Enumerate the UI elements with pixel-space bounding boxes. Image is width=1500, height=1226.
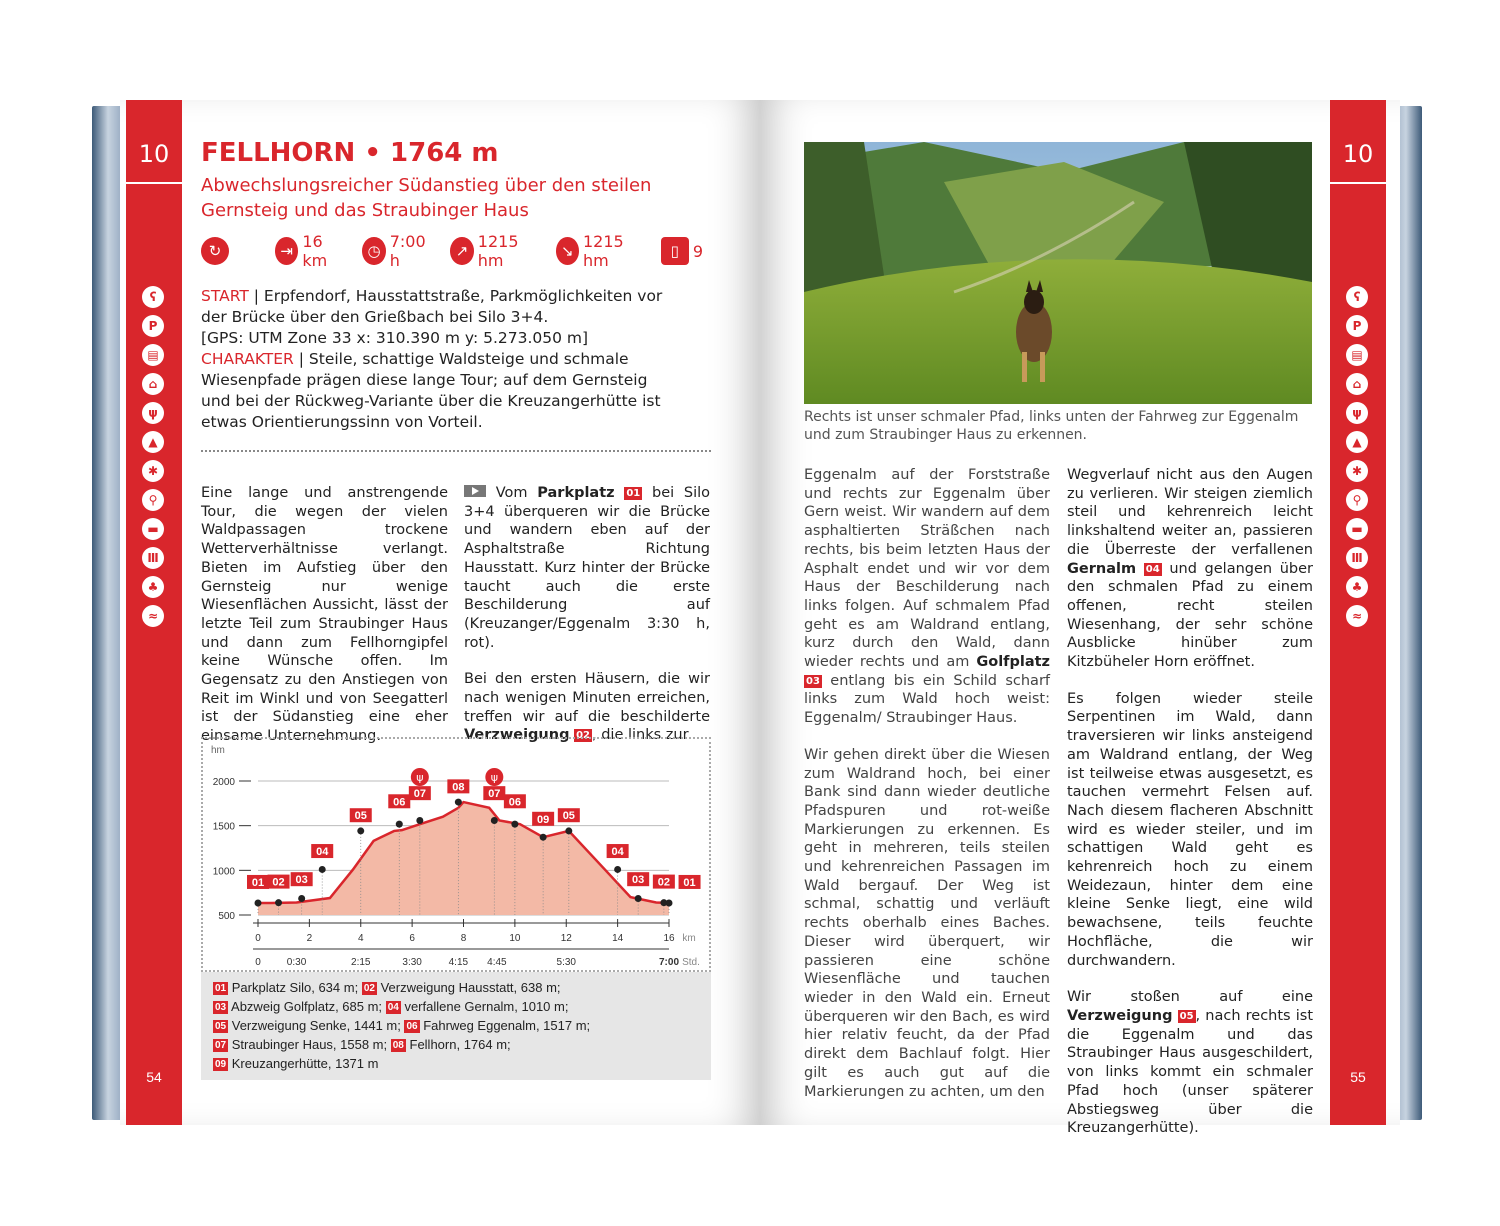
parking-icon: P [1346, 315, 1368, 337]
phone-icon: ▯ [661, 237, 689, 265]
loop-stat [201, 237, 233, 265]
legend-row [213, 997, 699, 1016]
legend-text: Parkplatz Silo, 634 m; [231, 980, 359, 995]
legend-text: Kreuzangerhütte, 1371 m [231, 1056, 379, 1071]
character-info: CHARAKTER | Steile, schattige Waldsteige und schmale Wiesenpfade prägen diese lange Tour; auf dem Gernsteig und bei der Rückweg-Variante über die Kreuzangerhütte ist etwas Orientierungssinn von Vorteil. [201, 350, 661, 431]
waypoint-name: Parkplatz [537, 485, 615, 501]
waypoint-name: Verzweigung [1067, 1007, 1173, 1024]
page-number-left: 54 [146, 1069, 162, 1085]
legend-tag: 02 [363, 983, 375, 994]
waypoint-tag-label: 04 [611, 846, 624, 859]
waypoint-tag-label: 02 [272, 876, 285, 889]
y-axis-label: hm [211, 745, 225, 756]
bus-icon: ▤ [142, 344, 164, 366]
signpost-icon: ⇥ [275, 237, 298, 265]
waypoint-marker [540, 834, 547, 841]
tree-icon: ♣ [1346, 576, 1368, 598]
waypoint-name: Gernalm [1067, 560, 1137, 577]
page-number-right: 55 [1350, 1069, 1366, 1085]
x-tick-label: 6 [409, 933, 415, 944]
meadow-dog-photo [804, 142, 1312, 404]
bike-icon: ⚲ [1346, 489, 1368, 511]
waypoint-marker [491, 817, 498, 824]
tour-title: FELLHORN • 1764 m [201, 138, 499, 168]
descent-stat [556, 232, 643, 270]
route-paragraph-6: Es folgen wieder steile Serpentinen im Wald, dann traversieren wir links ansteigend am Waldrand entlang, der Weg ist teilweise etwas ausgesetzt, es tauchen vermehrt Felsen auf. Nach diesem flacheren Abschnitt wird es wieder steiler, und im schattigen Wald geht es kehrenreich hoch zu einem Weidezaun, hinter dem eine kleine Senke liegt, eine wild bewachsene, teils feuchte Hochfläche, die wir durchwandern. [1067, 690, 1313, 969]
parking-icon: P [142, 315, 164, 337]
route-text: Wegverlauf nicht aus den Augen zu verlieren. Wir steigen ziemlich steil und kehrenreich leicht linkshaltend weiter an, passieren die Überreste der verfallenen [1067, 467, 1313, 558]
time-tick-label: 0 [255, 957, 261, 968]
time-axis-unit: Std. [682, 957, 700, 968]
museum-icon: Ⅲ [142, 547, 164, 569]
legend-text: Fellhorn, 1764 m; [409, 1037, 511, 1052]
x-tick-label: 12 [560, 933, 572, 944]
route-paragraph-1 [464, 484, 710, 652]
time-tick-label: 3:30 [402, 957, 422, 968]
x-tick-label: 8 [460, 933, 467, 944]
waypoint-tag-label: 05 [354, 810, 367, 823]
waypoint-tag: 01 [626, 488, 641, 499]
loop-icon: ↻ [201, 237, 229, 265]
duration-value: 7:00 h [389, 232, 426, 270]
legend-text: verfallene Gernalm, 1010 m; [404, 999, 569, 1014]
waypoint-legend [201, 972, 711, 1080]
route-paragraph-7 [1067, 988, 1313, 1138]
route-text: bei Silo 3+4 überqueren wir die Brücke und wandern eben auf der Asphaltstraße Richtung Hausstatt. Kurz hinter der Brücke taucht auch die erste Beschilderung auf (Kreuzanger/Eggenalm 3:30 h, rot). [464, 485, 711, 651]
legend-row [213, 1035, 699, 1054]
waypoint-marker [455, 799, 462, 806]
waypoint-tag-label: 04 [316, 846, 329, 859]
legend-row [213, 978, 699, 997]
legend-text: Verzweigung Hausstatt, 638 m; [380, 980, 561, 995]
right-red-strip [1330, 100, 1386, 1125]
route-text: Wir stoßen auf eine [1067, 989, 1313, 1006]
waypoint-tag: 02 [576, 730, 590, 742]
route-text: , nach rechts ist die Eggenalm und das Straubinger Haus ausgeschildert, von links kommt ein schmaler Pfad hoch (unser späterer Abstiegsweg über die Kreuzangerhütte). [1067, 1007, 1313, 1137]
legend-tag: 09 [215, 1059, 227, 1070]
character-text: Steile, schattige Waldsteige und schmale Wiesenpfade prägen diese lange Tour; auf dem Gernsteig und bei der Rückweg-Variante über die Kreuzangerhütte ist etwas Orientierungssinn von Vorteil. [201, 350, 661, 431]
time-tick-label: 5:30 [556, 957, 576, 968]
strip-divider [1330, 182, 1386, 184]
profile-area [258, 802, 669, 915]
route-text: und gelangen über den schmalen Pfad zu einem offenen, recht steilen Wiesenhang, der sehr schöne Ausblicke hinüber zum Kitzbüheler Horn eröffnet. [1067, 560, 1314, 671]
x-tick-label: 4 [357, 933, 364, 944]
waypoint-tag-label: 07 [488, 788, 501, 801]
clock-icon: ◷ [362, 237, 385, 265]
route-text: Bei den ersten Häusern, die wir nach wenigen Minuten erreichen, treffen wir auf die beschilderte [464, 671, 710, 725]
snowflake-icon: ✱ [142, 460, 164, 482]
y-tick-label: 2000 [212, 777, 235, 788]
start-info: START | Erpfendorf, Hausstattstraße, Parkmöglichkeiten vor der Brücke über den Grießbach bei Silo 3+4. [201, 287, 663, 326]
waypoint-marker [614, 866, 621, 873]
waypoint-tag-label: 06 [393, 796, 406, 809]
waypoint-tag-label: 02 [657, 876, 670, 889]
duration-stat [362, 232, 432, 270]
route-paragraph-4: Wir gehen direkt über die Wiesen zum Waldrand hoch, bei einer Bank sind dann wieder deutliche Pfadspuren und rot-weiße Markierungen zu erkennen. Es geht in mehreren, teils steilen und kehrenreichen Passagen im Wald bergauf. Der Weg ist schmal, schattig und verläuft rechts oberhalb eines Baches. Dieser wird überquert, wir passieren eine schöne Wiesenfläche und tauchen wieder in den Wald ein. Erneut überqueren wir den Bach, es wird hier relativ feucht, da der Pfad direkt dem Bachlauf folgt. Hier gilt es auch gut auf die Markierungen zu achten, um den [804, 746, 1050, 1100]
waypoint-marker [565, 827, 572, 834]
waypoint-tag: 03 [806, 675, 820, 687]
bear-icon: ʕ [142, 286, 164, 308]
ascent-value: 1215 hm [477, 232, 519, 270]
character-label: CHARAKTER [201, 350, 294, 368]
y-tick-label: 1000 [212, 866, 235, 878]
play-icon [464, 485, 486, 497]
legend-tag: 01 [215, 983, 227, 994]
start-text: Erpfendorf, Hausstattstraße, Parkmöglichkeiten vor der Brücke über den Grießbach bei Silo 3+4. [201, 287, 663, 326]
strip-divider [126, 182, 182, 184]
tree-icon: ♣ [142, 576, 164, 598]
time-tick-label: 2:15 [351, 957, 371, 968]
intro-text: Eine lange und anstrengende Tour, die wegen der vielen Waldpassagen trockene Wetterverhältnisse verlangt. Bieten im Aufstieg über den Gernsteig nur wenige Wiesenflächen Aussicht, lässt der letzte Teil zum Straubinger Haus und dann zum Fellhorngipfel keine Wünsche offen. Im Gegensatz zu den Anstiegen von Reit im Winkl und von Seegatterl ist der Südanstieg eine eher einsame Unternehmung. [201, 485, 448, 745]
right-page [760, 100, 1400, 1137]
waypoint-marker [357, 827, 364, 834]
book-spread [92, 100, 1422, 1137]
snowflake-icon: ✱ [1346, 460, 1368, 482]
route-paragraph-3 [804, 466, 1050, 728]
bear-icon: ʕ [1346, 286, 1368, 308]
x-tick-label: 14 [612, 933, 624, 944]
y-tick-label: 1500 [212, 821, 235, 833]
elevation-profile [201, 737, 711, 972]
ascent-stat [450, 232, 537, 270]
waypoint-marker [319, 866, 326, 873]
x-axis-unit: km [682, 933, 696, 944]
route-text: Vom [495, 485, 528, 501]
time-tick-label: 7:00 [658, 957, 680, 968]
summit-icon: ▲ [1346, 431, 1368, 453]
time-tick-label: 4:15 [448, 957, 469, 968]
legend-text: Verzweigung Senke, 1441 m; [231, 1018, 401, 1033]
x-tick-label: 2 [306, 933, 313, 944]
route-text: , die links zur [592, 727, 689, 744]
bus-icon: ▤ [1346, 344, 1368, 366]
left-red-strip [126, 100, 182, 1125]
waypoint-tag-label: 06 [508, 796, 521, 809]
time-tick-label: 4:45 [487, 957, 507, 968]
elevation-chart [203, 739, 709, 970]
restaurant-icon: ψ [1346, 402, 1368, 424]
ascent-icon: ↗ [450, 237, 473, 265]
waypoint-marker [298, 895, 305, 902]
landscape-photo [804, 142, 1312, 404]
start-label: START [201, 287, 249, 305]
legend-text: Straubinger Haus, 1558 m; [231, 1037, 388, 1052]
waypoint-tag: 05 [1179, 1010, 1194, 1022]
summit-icon: ▲ [142, 431, 164, 453]
legend-tag: 07 [215, 1040, 227, 1051]
waypoint-marker [635, 895, 642, 902]
bike-icon: ⚲ [142, 489, 164, 511]
waypoint-marker [275, 899, 282, 906]
descent-value: 1215 hm [583, 232, 624, 270]
waypoint-tag-label: 08 [452, 781, 465, 794]
x-tick-label: 16 [663, 933, 675, 944]
x-tick-label: 0 [255, 933, 261, 944]
legend-tag: 05 [215, 1021, 227, 1032]
route-text: Eggenalm auf der Forststraße und rechts zur Eggenalm über Gern weist. Wir wandern auf dem asphaltierten Sträßchen nach rechts, bis beim letzten Haus der Asphalt endet und wir vor dem Haus der Beschilderung nach links folgen. Auf schmalem Pfad geht es am Waldrand entlang, kurz durch den Wald, dann wieder rechts und am [804, 467, 1050, 671]
waypoint-tag-label: 03 [632, 874, 645, 887]
waypoint-marker [255, 900, 262, 907]
intro-column [201, 484, 448, 764]
route-column-1 [464, 484, 710, 763]
rating-stat [661, 237, 703, 265]
gps-text: [GPS: UTM Zone 33 x: 310.390 m y: 5.273.050 m] [201, 329, 589, 347]
waypoint-name: Golfplatz [976, 654, 1050, 671]
waypoint-name: Verzweigung [464, 727, 570, 744]
waypoint-tag-label: 01 [251, 876, 265, 889]
waypoint-marker [416, 817, 423, 824]
tour-info [201, 286, 681, 433]
waypoint-marker [666, 900, 673, 907]
bed-icon: ▬ [142, 518, 164, 540]
distance-stat [275, 232, 344, 270]
restaurant-icon-glyph: ψ [416, 771, 424, 784]
photo-caption: Rechts ist unser schmaler Pfad, links unten der Fahrweg zur Eggenalm und zum Straubinger Haus zu erkennen. [804, 409, 1299, 443]
waypoint-tag-label: 03 [295, 874, 308, 887]
museum-icon: Ⅲ [1346, 547, 1368, 569]
left-page [120, 100, 760, 1125]
route-text: entlang bis ein Schild scharf links zum Wald hoch weist: Eggenalm/ Straubinger Haus. [804, 672, 1051, 727]
tour-number: 10 [138, 140, 170, 168]
route-column-2 [804, 466, 1050, 1119]
swim-icon: ≈ [1346, 605, 1368, 627]
time-tick-label: 0:30 [286, 957, 307, 968]
tour-stats [201, 234, 721, 268]
waypoint-tag-label: 01 [683, 876, 696, 889]
distance-value: 16 km [302, 232, 328, 270]
legend-tag: 06 [406, 1021, 418, 1032]
restaurant-icon: ψ [142, 402, 164, 424]
waypoint-tag-label: 05 [562, 810, 575, 823]
section-divider [201, 450, 711, 452]
route-column-3 [1067, 466, 1313, 1156]
legend-tag: 04 [387, 1002, 399, 1013]
descent-icon: ↘ [556, 237, 579, 265]
rating-value: 9 [692, 241, 703, 261]
legend-row [213, 1016, 699, 1035]
cable-car-icon: ⌂ [142, 373, 164, 395]
waypoint-marker [511, 821, 518, 828]
category-icons [1346, 286, 1370, 634]
tour-number: 10 [1342, 140, 1374, 168]
route-paragraph-5 [1067, 466, 1313, 672]
legend-row [213, 1054, 699, 1073]
legend-tag: 03 [215, 1002, 227, 1013]
y-tick-label: 500 [218, 911, 235, 922]
waypoint-marker [396, 821, 403, 828]
bed-icon: ▬ [1346, 518, 1368, 540]
route-paragraph-2 [464, 670, 710, 745]
waypoint-tag-label: 07 [413, 788, 426, 801]
tour-subtitle: Abwechslungsreicher Südanstieg über den steilen Gernsteig und das Straubinger Haus [201, 175, 652, 221]
swim-icon: ≈ [142, 605, 164, 627]
category-icons [142, 286, 166, 634]
waypoint-tag-label: 09 [537, 813, 550, 826]
legend-text: Abzweig Golfplatz, 685 m; [231, 999, 383, 1014]
cable-car-icon: ⌂ [1346, 373, 1368, 395]
restaurant-icon-glyph: ψ [490, 771, 498, 784]
legend-text: Fahrweg Eggenalm, 1517 m; [423, 1018, 591, 1033]
x-tick-label: 10 [509, 933, 521, 944]
legend-tag: 08 [392, 1040, 404, 1051]
waypoint-tag: 04 [1145, 563, 1160, 575]
